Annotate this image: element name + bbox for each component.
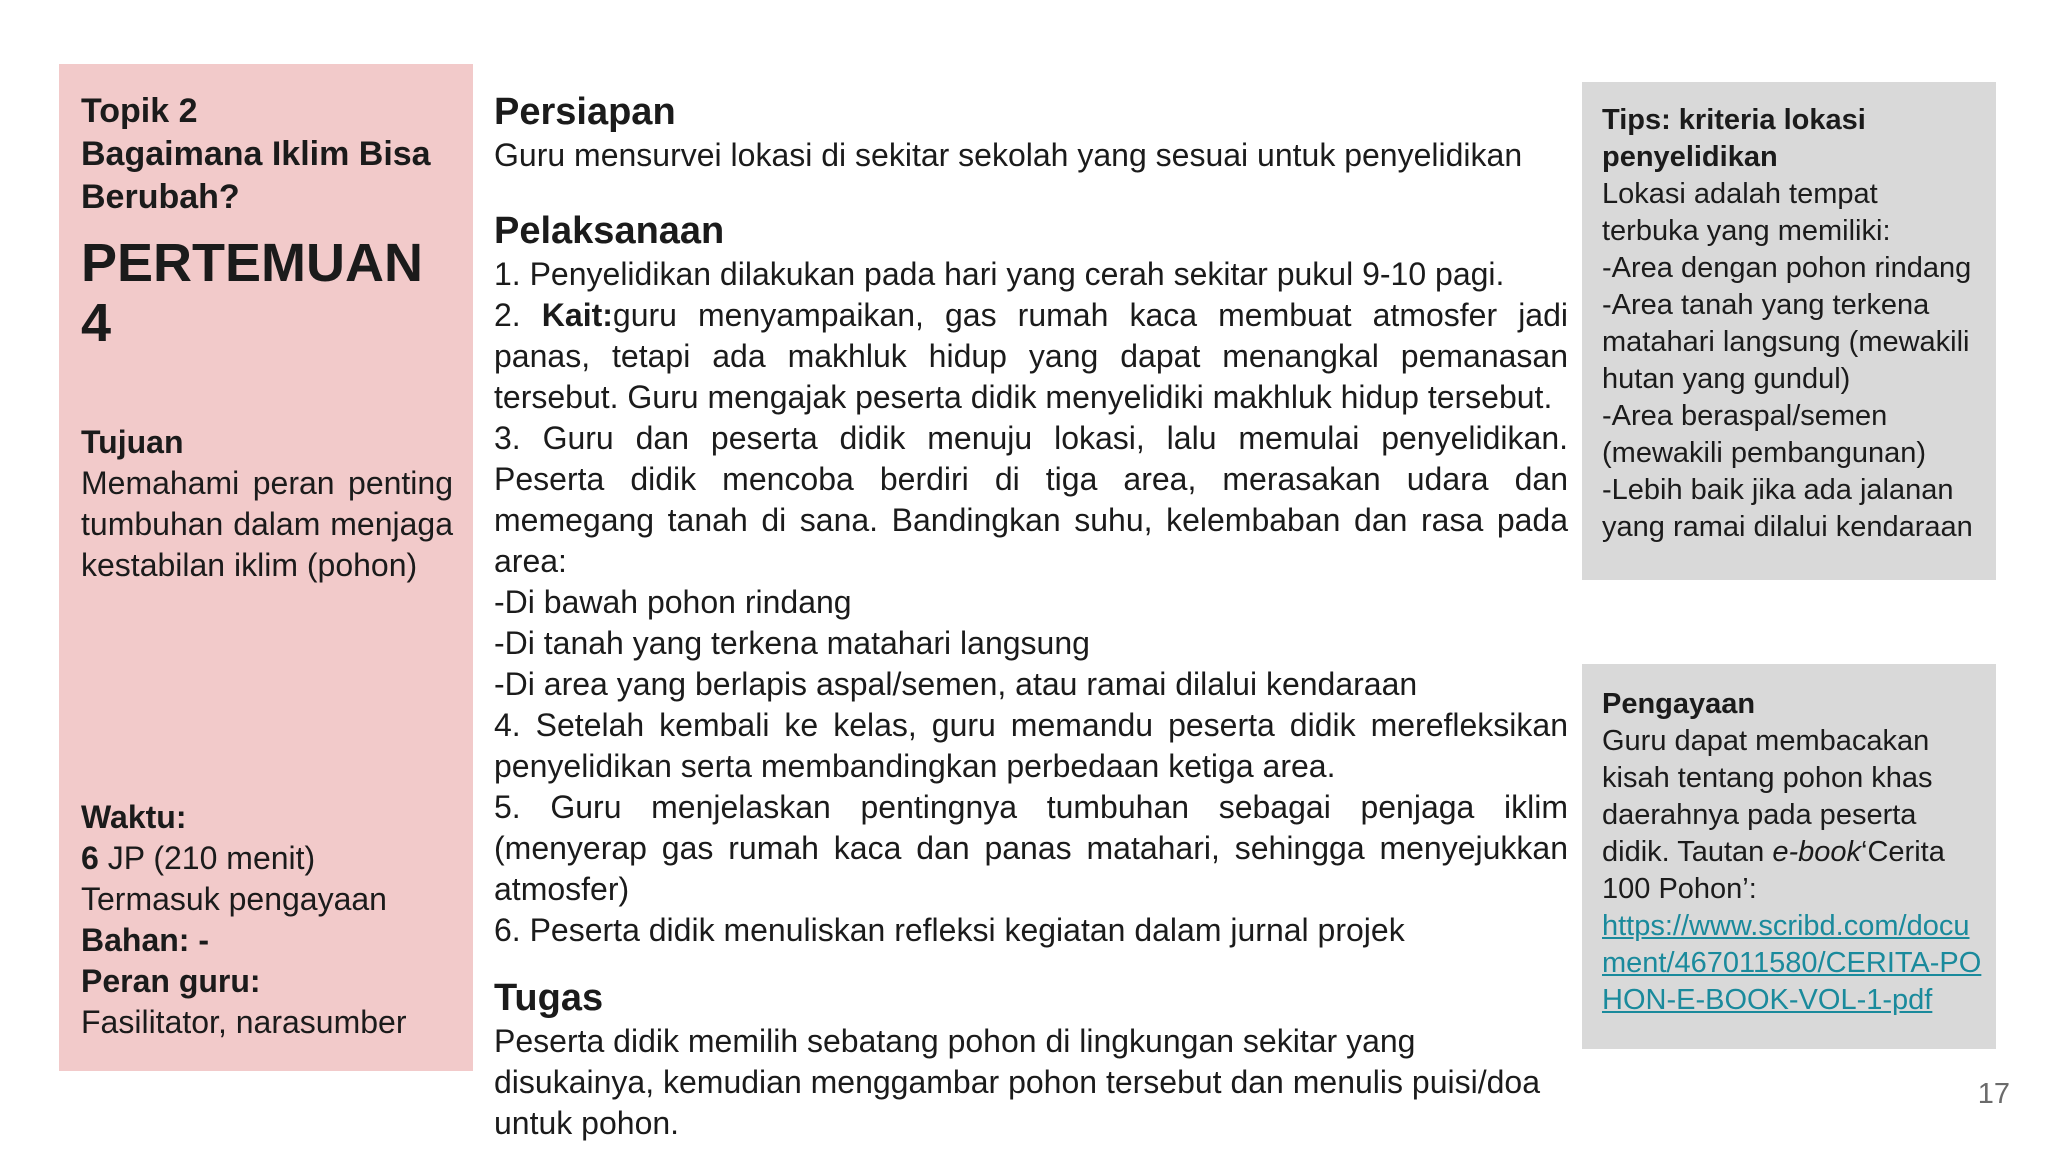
step-2-text: guru menyampaikan, gas rumah kaca membuat atmosfer jadi panas, tetapi ada makhluk hidup yang dapat menangkal pemanasan tersebut. Guru mengajak peserta didik menyelidiki makhluk hidup tersebut. bbox=[494, 297, 1569, 415]
step-6: 6. Peserta didik menuliskan refleksi kegiatan dalam jurnal projek bbox=[494, 912, 1405, 948]
step-2-hook-label: Kait: bbox=[541, 297, 613, 333]
time-value bbox=[81, 838, 453, 879]
topic-sidebar bbox=[59, 64, 473, 1071]
time-jp-text: JP (210 menit) bbox=[98, 840, 316, 876]
tips-title: Tips: kriteria lokasi penyelidikan bbox=[1602, 104, 1866, 173]
ebook-term: e-book bbox=[1772, 836, 1862, 868]
enrichment-text bbox=[1602, 723, 1984, 908]
time-jp-count: 6 bbox=[81, 840, 99, 876]
time-note: Termasuk pengayaan bbox=[81, 881, 387, 917]
enrichment-text-part1: Guru dapat membacakan kisah tentang pohon khas daerahnya pada peserta didik. Tautan bbox=[1602, 725, 1933, 868]
time-label: Waktu: bbox=[81, 799, 187, 835]
assignment-text: Peserta didik memilih sebatang pohon di lingkungan sekitar yang disukainya, kemudian menggambar pohon tersebut dan menulis puisi/doa untuk pohon. bbox=[494, 1023, 1540, 1141]
step-4: 4. Setelah kembali ke kelas, guru memandu peserta didik merefleksikan penyelidikan serta membandingkan perbedaan ketiga area. bbox=[494, 707, 1568, 784]
tips-item: -Area beraspal/semen (mewakili pembangunan) bbox=[1602, 400, 1926, 469]
area-3: -Di area yang berlapis aspal/semen, atau ramai dilalui kendaraan bbox=[494, 666, 1418, 702]
teacher-role-label: Peran guru: bbox=[81, 963, 261, 999]
preparation-title: Persiapan bbox=[494, 91, 676, 133]
tips-item: -Lebih baik jika ada jalanan yang ramai dilalui kendaraan bbox=[1602, 474, 1973, 543]
teacher-role-text: Fasilitator, narasumber bbox=[81, 1004, 407, 1040]
area-1: -Di bawah pohon rindang bbox=[494, 584, 852, 620]
topic-number: Topik 2 bbox=[81, 92, 198, 130]
step-3: 3. Guru dan peserta didik menuju lokasi, lalu memulai penyelidikan. Peserta didik mencoba berdiri di tiga area, merasakan udara dan memegang tanah di sana. Bandingkan suhu, kelembaban dan rasa pada area: bbox=[494, 420, 1568, 579]
time-block bbox=[81, 797, 453, 1043]
tips-intro: Lokasi adalah tempat terbuka yang memiliki: bbox=[1602, 178, 1891, 247]
objective-block bbox=[81, 422, 453, 586]
topic-question-line2: Berubah? bbox=[81, 178, 240, 216]
meeting-title: PERTEMUAN 4 bbox=[81, 233, 424, 353]
tips-box bbox=[1582, 82, 1996, 580]
enrichment-box bbox=[1582, 664, 1996, 1049]
implementation-steps bbox=[494, 254, 1568, 951]
enrichment-text-part2: ‘Cerita 100 Pohon’: bbox=[1602, 836, 1945, 905]
main-content bbox=[494, 89, 1568, 1144]
preparation-text: Guru mensurvei lokasi di sekitar sekolah yang sesuai untuk penyelidikan bbox=[494, 137, 1523, 173]
area-2: -Di tanah yang terkena matahari langsung bbox=[494, 625, 1090, 661]
tips-item: -Area tanah yang terkena matahari langsung (mewakili hutan yang gundul) bbox=[1602, 289, 1970, 395]
tips-item: -Area dengan pohon rindang bbox=[1602, 252, 1972, 284]
objective-label: Tujuan bbox=[81, 424, 184, 460]
topic-question-line1: Bagaimana Iklim Bisa bbox=[81, 135, 431, 173]
ebook-link[interactable]: https://www.scribd.com/document/467011580/CERITA-POHON-E-BOOK-VOL-1-pdf bbox=[1602, 910, 1982, 1016]
enrichment-title: Pengayaan bbox=[1602, 688, 1756, 720]
step-1: 1. Penyelidikan dilakukan pada hari yang cerah sekitar pukul 9-10 pagi. bbox=[494, 256, 1505, 292]
assignment-title: Tugas bbox=[494, 977, 604, 1019]
step-5: 5. Guru menjelaskan pentingnya tumbuhan sebagai penjaga iklim (menyerap gas rumah kaca dan panas matahari, sehingga menyejukkan atmosfer) bbox=[494, 789, 1568, 907]
materials-label: Bahan: - bbox=[81, 922, 209, 958]
implementation-title: Pelaksanaan bbox=[494, 210, 725, 252]
objective-text: Memahami peran penting tumbuhan dalam menjaga kestabilan iklim (pohon) bbox=[81, 465, 453, 583]
step-2 bbox=[494, 295, 1568, 418]
step-2-number: 2. bbox=[494, 297, 542, 333]
page-number: 17 bbox=[1977, 1078, 2010, 1110]
